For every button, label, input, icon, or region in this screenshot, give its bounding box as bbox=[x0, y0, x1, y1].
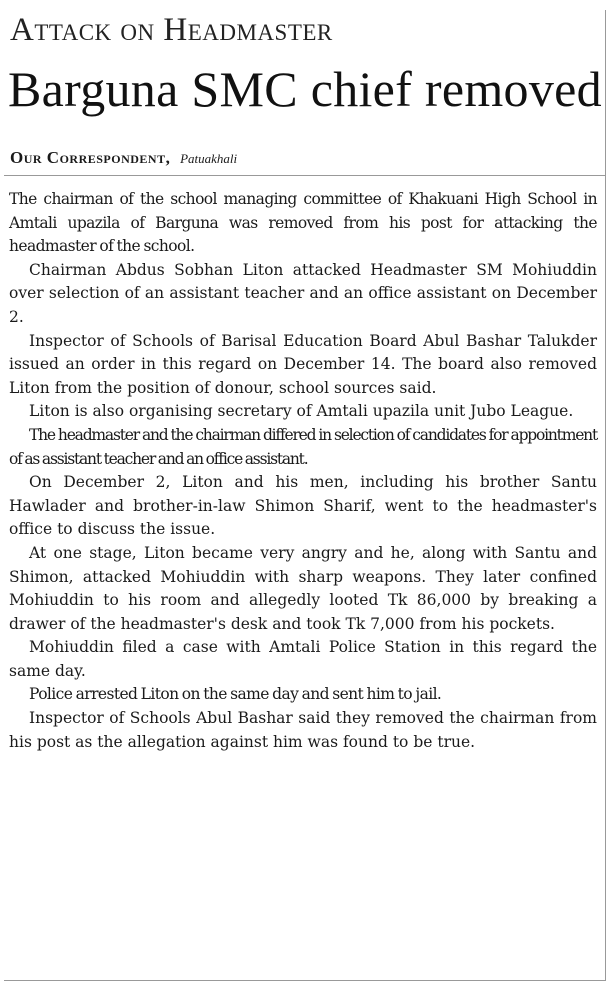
byline-place: Patuakhali bbox=[180, 151, 238, 166]
paragraph: The chairman of the school managing committee of Khakuani High School in Amtali upazila of Barguna was removed from his post for attacking the headmaster of the school. bbox=[9, 190, 597, 256]
paragraph: The headmaster and the chairman differed in selection of candidates for appointment of as assistant teacher and an office assistant. bbox=[9, 425, 597, 468]
article-kicker: Attack on Headmaster bbox=[10, 12, 333, 48]
paragraph: Inspector of Schools Abul Bashar said they removed the chairman from his post as the allegation against him was found to be true. bbox=[9, 709, 597, 751]
article-body bbox=[9, 188, 597, 754]
article-byline bbox=[10, 148, 237, 168]
paragraph: Mohiuddin filed a case with Amtali Police Station in this regard the same day. bbox=[9, 638, 597, 680]
paragraph: Inspector of Schools of Barisal Education Board Abul Bashar Talukder issued an order in this regard on December 14. The board also removed Liton from the position of donour, school sources said. bbox=[9, 331, 597, 397]
paragraph: Chairman Abdus Sobhan Liton attacked Headmaster SM Mohiuddin over selection of an assistant teacher and an office assistant on December 2. bbox=[9, 260, 597, 326]
paragraph: At one stage, Liton became very angry and he, along with Santu and Shimon, attacked Mohiuddin with sharp weapons. They later confined Mohiuddin to his room and allegedly looted Tk 86,000 by breaking a drawer of the headmaster's desk and took Tk 7,000 from his pockets. bbox=[9, 543, 597, 633]
paragraph: Liton is also organising secretary of Amtali upazila unit Jubo League. bbox=[29, 402, 574, 421]
paragraph: Police arrested Liton on the same day and sent him to jail. bbox=[29, 685, 442, 704]
paragraph: On December 2, Liton and his men, including his brother Santu Hawlader and brother-in-law Shimon Sharif, went to the headmaster's office to discuss the issue. bbox=[9, 473, 597, 539]
article-headline: Barguna SMC chief removed bbox=[8, 61, 602, 117]
header-divider bbox=[4, 175, 606, 176]
byline-author: Our Correspondent, bbox=[10, 148, 171, 167]
